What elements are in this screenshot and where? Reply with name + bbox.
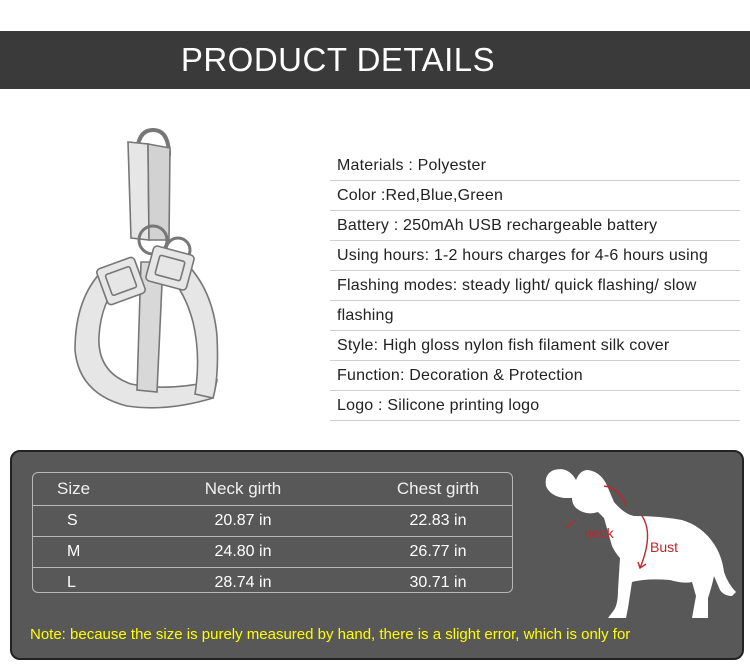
header-neck-girth: Neck girth: [204, 479, 282, 498]
dog-silhouette-icon: [546, 469, 736, 618]
size-table: [32, 472, 513, 593]
table-row: [33, 537, 512, 568]
spec-using-hours: Using hours: 1-2 hours charges for 4-6 hours using: [330, 241, 740, 271]
chest-cell: 22.83 in: [409, 512, 467, 529]
header-chest-girth: Chest girth: [396, 479, 480, 498]
spec-materials: Materials : Polyester: [330, 151, 740, 181]
table-row: [33, 506, 512, 537]
size-table-header: [33, 473, 512, 506]
size-cell: M: [67, 543, 81, 560]
chest-cell: 26.77 in: [409, 543, 467, 560]
chest-cell: 30.71 in: [409, 574, 467, 591]
dog-measurement-diagram: [542, 458, 742, 628]
harness-illustration: [45, 122, 290, 422]
neck-cell: 20.87 in: [214, 512, 272, 529]
spec-logo: Logo : Silicone printing logo: [330, 391, 740, 421]
size-note: Note: because the size is purely measured by hand, there is a slight error, which is only for: [30, 626, 631, 643]
spec-list: [330, 151, 740, 421]
neck-cell: 24.80 in: [214, 543, 272, 560]
header-banner: [0, 31, 750, 89]
spec-flashing-modes: Flashing modes: steady light/ quick flashing/ slow: [330, 271, 740, 301]
size-cell: L: [67, 574, 76, 591]
spec-color: Color :Red,Blue,Green: [330, 181, 740, 211]
spec-battery: Battery : 250mAh USB rechargeable battery: [330, 211, 740, 241]
size-panel: [10, 450, 744, 660]
size-cell: S: [67, 512, 78, 529]
spec-function: Function: Decoration & Protection: [330, 361, 740, 391]
header-size: Size: [57, 479, 91, 498]
spec-style: Style: High gloss nylon fish filament silk cover: [330, 331, 740, 361]
page-title: PRODUCT DETAILS: [180, 41, 496, 78]
neck-label: neck: [584, 525, 614, 541]
bust-label: Bust: [650, 539, 679, 555]
table-row: [33, 568, 512, 598]
spec-flashing-modes-cont: flashing: [330, 301, 740, 331]
neck-cell: 28.74 in: [214, 574, 272, 591]
